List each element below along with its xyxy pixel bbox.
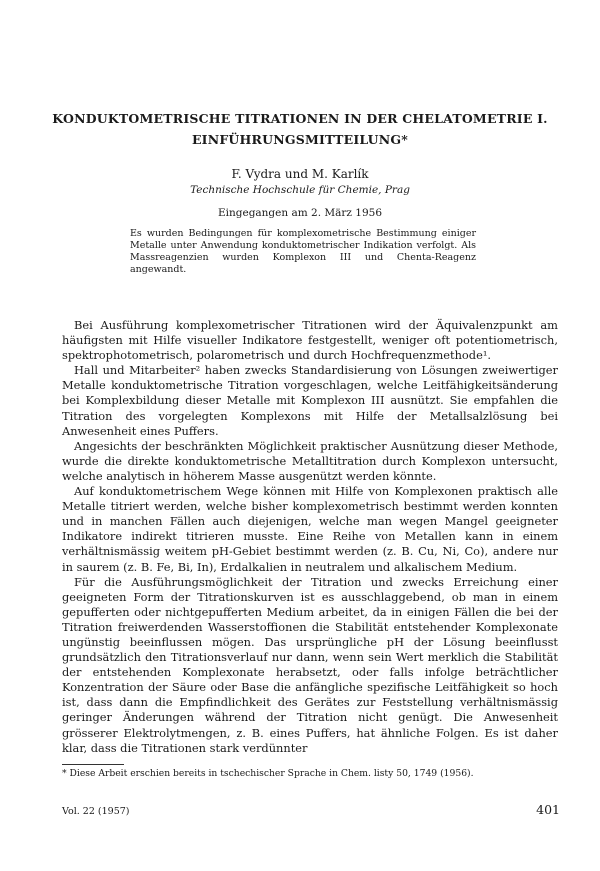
footnote-divider	[62, 764, 124, 765]
journal-volume: Vol. 22 (1957)	[62, 806, 130, 817]
body-text	[62, 318, 558, 756]
paragraph: Für die Ausführungsmöglichkeit der Titration und zwecks Erreichung einer geeigneten Form der Titrationskurven ist es ausschlaggebend, ob man in einem gepufferten oder nichtgepufferten Medium arbeitet, da in einigen Fällen die bei der Titration freiwerdenden Wasserstoffionen die Stabilität entstehender Komplexonate ungünstig beeinflussen mögen. Das ursprüngliche pH der Lösung beeinflusst grundsätzlich den Titrationsverlauf nur dann, wenn sein Wert merklich die Stabilität der entstehenden Komplexonate herabsetzt, oder falls infolge beträchtlicher Konzentration der Säure oder Base die anfängliche spezifische Leitfähigkeit so hoch ist, dass dann die Empfindlichkeit des Gerätes zur Feststellung verhältnismässig geringer Änderungen während der Titration nicht genügt. Die Anwesenheit grösserer Elektrolytmengen, z. B. eines Puffers, hat ähnliche Folgen. Es ist daher klar, dass die Titrationen stark verdünnter	[62, 574, 558, 755]
abstract: Es wurden Bedingungen für komplexometrische Bestimmung einiger Metalle unter Anwendung konduktometrischer Indikation verfolgt. Als Massreagenzien wurden Komplexon III und Chenta-Reagenz angewandt.	[130, 228, 476, 275]
received-date: Eingegangen am 2. März 1956	[217, 207, 383, 219]
page-number: 401	[536, 802, 560, 817]
affiliation: Technische Hochschule für Chemie, Prag	[190, 184, 410, 196]
paragraph: Bei Ausführung komplexometrischer Titrationen wird der Äquivalenzpunkt am häufigsten mit Hilfe visueller Indikatore festgestellt, weniger oft potentiometrisch, spektrophotometrisch, polarometrisch und durch Hochfrequenzmethode¹.	[62, 318, 558, 363]
footnote: * Diese Arbeit erschien bereits in tschechischer Sprache in Chem. listy 50, 1749 (1956).	[62, 768, 474, 779]
paragraph: Hall und Mitarbeiter² haben zwecks Standardisierung von Lösungen zweiwertiger Metalle konduktometrische Titration vorgeschlagen, welche Leitfähigkeitsänderung bei Komplexbildung dieser Metalle mit Komplexon III ausnützt. Sie empfahlen die Titration des vorgelegten Komplexons mit Hilfe der Metallsalzlösung bei Anwesenheit eines Puffers.	[62, 363, 558, 438]
paragraph: Auf konduktometrischem Wege können mit Hilfe von Komplexonen praktisch alle Metalle titriert werden, welche bisher komplexometrisch bestimmt werden konnten und in manchen Fällen auch diejenigen, welche man wegen Mangel geeigneter Indikatore indirekt titrieren musste. Eine Reihe von Metallen kann in einem verhältnismässig weitem pH-Gebiet bestimmt werden (z. B. Cu, Ni, Co), andere nur in saurem (z. B. Fe, Bi, In), Erdalkalien in neutralem und alkalischem Medium.	[62, 484, 558, 574]
authors: F. Vydra und M. Karlík	[231, 167, 369, 181]
paragraph: Angesichts der beschränkten Möglichkeit praktischer Ausnützung dieser Methode, wurde die direkte konduktometrische Metalltitration durch Komplexon untersucht, welche analytisch in höherem Masse ausgenützt werden könnte.	[62, 438, 558, 483]
paper-title: KONDUKTOMETRISCHE TITRATIONEN IN DER CHELATOMETRIE I. EINFÜHRUNGSMITTEILUNG*	[52, 111, 548, 147]
